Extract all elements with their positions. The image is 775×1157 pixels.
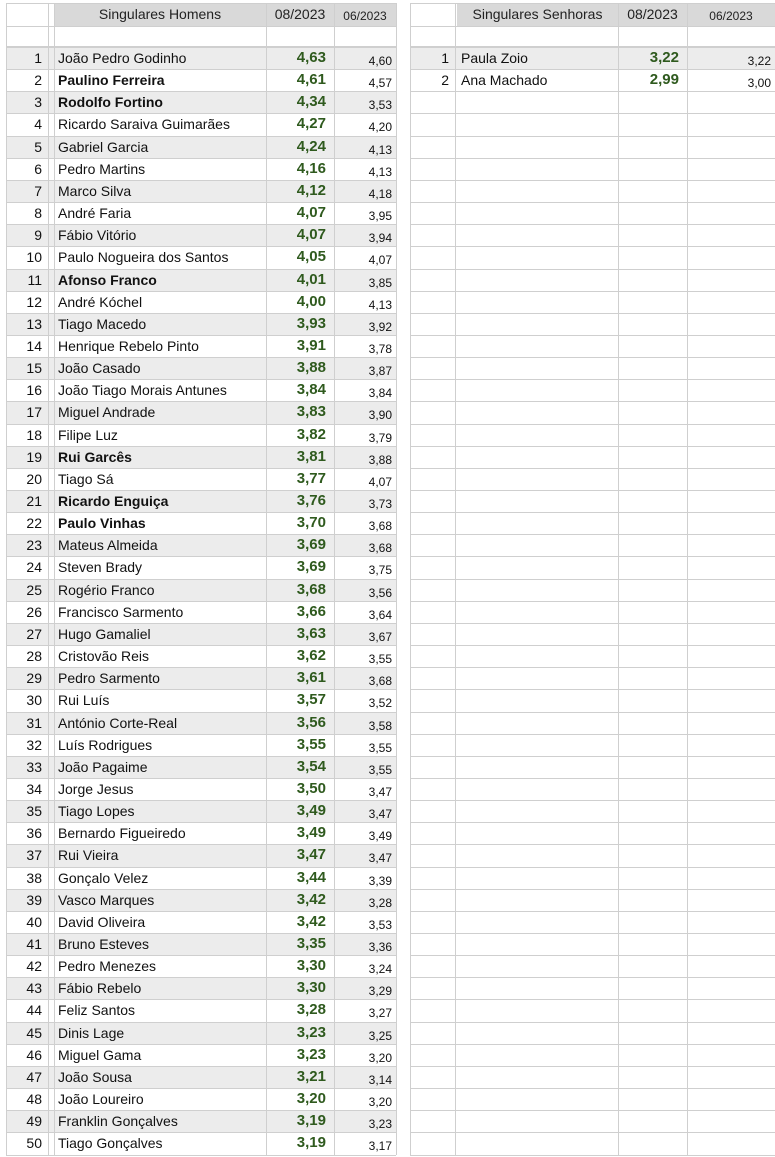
grid-hline bbox=[410, 756, 775, 757]
men-previous-rating: 3,55 bbox=[368, 740, 392, 755]
men-previous-rating: 3,53 bbox=[368, 917, 392, 932]
men-player-name: Marco Silva bbox=[58, 182, 132, 199]
men-current-rating: 3,23 bbox=[296, 1045, 326, 1063]
men-row-rank: 49 bbox=[26, 1113, 42, 1130]
grid-hline bbox=[410, 844, 775, 845]
grid-hline bbox=[410, 357, 775, 358]
men-previous-rating: 4,18 bbox=[368, 186, 392, 201]
men-row-rank: 10 bbox=[26, 249, 42, 266]
men-player-name: Gonçalo Velez bbox=[58, 869, 149, 886]
men-row-rank: 19 bbox=[26, 448, 42, 465]
men-row-rank: 29 bbox=[26, 670, 42, 687]
grid-hline bbox=[410, 689, 775, 690]
men-player-name: Bernardo Figueiredo bbox=[58, 825, 186, 842]
women-title-header: Singulares Senhoras bbox=[472, 6, 603, 22]
men-row-rank: 13 bbox=[26, 315, 42, 332]
men-player-name: Ricardo Saraiva Guimarães bbox=[58, 116, 230, 133]
men-current-rating: 3,69 bbox=[296, 536, 326, 554]
men-row-rank: 33 bbox=[26, 758, 42, 775]
men-row-rank: 14 bbox=[26, 337, 42, 354]
men-current-rating: 4,12 bbox=[296, 181, 326, 199]
men-previous-rating: 3,27 bbox=[368, 1006, 392, 1021]
men-player-name: Rogério Franco bbox=[58, 581, 155, 598]
men-previous-rating: 3,39 bbox=[368, 873, 392, 888]
grid-hline bbox=[410, 1022, 775, 1023]
men-previous-rating: 4,07 bbox=[368, 474, 392, 489]
men-previous-rating: 4,13 bbox=[368, 142, 392, 157]
men-player-name: João Tiago Morais Antunes bbox=[58, 382, 227, 399]
men-current-rating: 3,23 bbox=[296, 1023, 326, 1041]
men-previous-rating: 3,73 bbox=[368, 497, 392, 511]
men-row-rank: 20 bbox=[26, 470, 42, 487]
men-player-name: Henrique Rebelo Pinto bbox=[58, 337, 199, 354]
men-row-rank: 32 bbox=[26, 736, 42, 753]
grid-hline bbox=[410, 911, 775, 912]
men-previous-rating: 3,14 bbox=[368, 1072, 392, 1087]
grid-hline bbox=[410, 623, 775, 624]
grid-hline bbox=[410, 734, 775, 735]
men-previous-rating: 3,49 bbox=[368, 829, 392, 844]
men-player-name: Rui Vieira bbox=[58, 847, 119, 864]
men-player-name: Jorge Jesus bbox=[58, 780, 134, 797]
grid-hline bbox=[410, 291, 775, 292]
men-player-name: Ricardo Enguiça bbox=[58, 493, 169, 509]
men-current-rating: 3,47 bbox=[296, 846, 326, 864]
women-row-rank: 2 bbox=[441, 72, 449, 89]
grid-hline bbox=[410, 867, 775, 868]
grid-hline bbox=[410, 889, 775, 890]
men-player-name: João Casado bbox=[58, 360, 141, 377]
men-player-name: André Faria bbox=[58, 205, 132, 222]
men-row-rank: 23 bbox=[26, 537, 42, 554]
men-row-rank: 2 bbox=[34, 72, 42, 89]
men-current-rating: 3,88 bbox=[296, 359, 326, 377]
men-row-rank: 39 bbox=[26, 891, 42, 908]
men-current-rating: 3,19 bbox=[296, 1112, 326, 1130]
men-previous-rating: 3,68 bbox=[368, 674, 392, 689]
men-player-name: João Pedro Godinho bbox=[58, 50, 187, 66]
men-current-rating: 3,19 bbox=[296, 1134, 326, 1152]
men-previous-rating: 3,56 bbox=[368, 585, 392, 600]
men-previous-rating: 3,67 bbox=[368, 629, 392, 644]
men-row-rank: 1 bbox=[34, 50, 42, 66]
men-previous-rating: 3,47 bbox=[368, 784, 392, 799]
grid-hline bbox=[410, 556, 775, 557]
men-row-rank: 30 bbox=[26, 692, 42, 709]
men-previous-rating: 3,20 bbox=[368, 1095, 392, 1110]
men-previous-rating: 3,52 bbox=[368, 696, 392, 711]
men-previous-rating: 3,55 bbox=[368, 652, 392, 667]
men-row-rank: 24 bbox=[26, 559, 42, 576]
men-current-rating: 3,49 bbox=[296, 802, 326, 820]
men-current-rating: 3,63 bbox=[296, 624, 326, 642]
grid-hline bbox=[410, 512, 775, 513]
men-previous-rating: 3,29 bbox=[368, 984, 392, 999]
men-current-rating: 3,77 bbox=[296, 469, 326, 487]
grid-hline bbox=[410, 712, 775, 713]
men-player-name: Cristovão Reis bbox=[58, 648, 150, 665]
grid-hline bbox=[410, 800, 775, 801]
men-player-name: Paulo Nogueira dos Santos bbox=[58, 249, 229, 266]
grid-hline bbox=[410, 269, 775, 270]
men-current-rating: 3,42 bbox=[296, 912, 326, 930]
men-row-rank: 37 bbox=[26, 847, 42, 864]
men-previous-rating: 3,85 bbox=[368, 275, 392, 290]
men-row-rank: 43 bbox=[26, 980, 42, 997]
men-row-rank: 15 bbox=[26, 360, 42, 377]
men-current-rating: 3,76 bbox=[296, 492, 326, 509]
grid-hline bbox=[410, 645, 775, 646]
men-row-rank: 17 bbox=[26, 404, 42, 421]
grid-hline bbox=[410, 246, 775, 247]
grid-hline bbox=[410, 379, 775, 380]
men-current-rating: 3,61 bbox=[296, 669, 326, 687]
men-player-name: Tiago Sá bbox=[58, 470, 114, 487]
men-previous-rating: 3,78 bbox=[368, 341, 392, 356]
men-current-rating: 4,24 bbox=[296, 137, 326, 155]
men-player-name: Paulino Ferreira bbox=[58, 72, 165, 89]
men-previous-rating: 3,23 bbox=[368, 1117, 392, 1132]
men-player-name: Fábio Rebelo bbox=[58, 980, 142, 997]
grid-hline bbox=[410, 579, 775, 580]
grid-hline bbox=[410, 933, 775, 934]
men-player-name: Pedro Sarmento bbox=[58, 670, 160, 687]
women-current-date-header: 08/2023 bbox=[627, 6, 678, 22]
men-row-rank: 22 bbox=[26, 515, 42, 532]
men-row-rank: 7 bbox=[34, 182, 42, 199]
men-previous-rating: 3,28 bbox=[368, 895, 392, 910]
grid-hline bbox=[6, 1155, 396, 1156]
men-current-rating: 3,28 bbox=[296, 1001, 326, 1019]
men-row-rank: 47 bbox=[26, 1068, 42, 1085]
men-row-rank: 40 bbox=[26, 913, 42, 930]
grid-hline bbox=[6, 26, 396, 27]
men-previous-rating: 3,58 bbox=[368, 718, 392, 733]
men-current-rating: 3,42 bbox=[296, 890, 326, 908]
men-player-name: André Kóchel bbox=[58, 293, 143, 310]
men-player-name: João Pagaime bbox=[58, 758, 148, 775]
men-row-rank: 26 bbox=[26, 603, 42, 620]
men-row-rank: 3 bbox=[34, 94, 42, 111]
grid-hline bbox=[410, 424, 775, 425]
women-previous-rating: 3,00 bbox=[747, 76, 771, 91]
grid-hline bbox=[410, 1132, 775, 1133]
men-row-rank: 5 bbox=[34, 138, 42, 155]
men-row-rank: 38 bbox=[26, 869, 42, 886]
men-row-rank: 36 bbox=[26, 825, 42, 842]
men-current-rating: 3,62 bbox=[296, 647, 326, 665]
men-row-rank: 9 bbox=[34, 227, 42, 244]
men-current-rating: 3,55 bbox=[296, 735, 326, 753]
men-row-rank: 35 bbox=[26, 803, 42, 820]
men-player-name: Tiago Lopes bbox=[58, 803, 135, 820]
men-current-rating: 3,66 bbox=[296, 602, 326, 620]
men-player-name: Filipe Luz bbox=[58, 426, 118, 443]
men-current-rating: 3,20 bbox=[296, 1090, 326, 1108]
grid-hline bbox=[410, 335, 775, 336]
men-previous-rating: 3,20 bbox=[368, 1050, 392, 1065]
men-row-rank: 42 bbox=[26, 958, 42, 975]
grid-hline bbox=[410, 180, 775, 181]
men-previous-rating: 3,92 bbox=[368, 319, 392, 334]
men-row-rank: 11 bbox=[27, 271, 42, 288]
men-current-rating: 3,82 bbox=[296, 425, 326, 443]
men-current-rating: 4,07 bbox=[296, 204, 326, 222]
grid-hline bbox=[410, 1044, 775, 1045]
men-row-rank: 45 bbox=[26, 1024, 42, 1041]
grid-hline bbox=[410, 113, 775, 114]
men-row-rank: 44 bbox=[26, 1002, 42, 1019]
grid-hline bbox=[410, 158, 775, 159]
men-player-name: David Oliveira bbox=[58, 913, 146, 930]
men-title-header: Singulares Homens bbox=[98, 6, 222, 22]
men-previous-rating: 3,79 bbox=[368, 430, 392, 445]
men-current-rating: 4,00 bbox=[296, 292, 326, 310]
men-previous-rating: 3,36 bbox=[368, 940, 392, 954]
men-current-rating: 4,34 bbox=[296, 93, 326, 111]
men-row-rank: 27 bbox=[26, 625, 42, 642]
men-player-name: João Loureiro bbox=[58, 1091, 144, 1108]
women-player-name: Ana Machado bbox=[461, 72, 548, 89]
men-row-rank: 6 bbox=[34, 160, 42, 177]
grid-hline bbox=[410, 468, 775, 469]
men-current-rating: 3,30 bbox=[296, 957, 326, 975]
men-previous-rating: 3,53 bbox=[368, 98, 392, 113]
grid-hline bbox=[410, 202, 775, 203]
men-previous-rating: 3,68 bbox=[368, 541, 392, 556]
men-current-rating: 3,21 bbox=[296, 1067, 326, 1085]
grid-hline bbox=[410, 1066, 775, 1067]
men-row-rank: 8 bbox=[34, 205, 42, 222]
men-player-name: Steven Brady bbox=[58, 559, 143, 576]
men-previous-rating: 3,84 bbox=[368, 386, 392, 401]
men-current-rating: 4,05 bbox=[296, 248, 326, 266]
men-row-rank: 31 bbox=[26, 714, 42, 731]
men-previous-rating: 3,75 bbox=[368, 563, 392, 578]
men-current-rating: 3,91 bbox=[296, 336, 326, 354]
men-previous-rating: 3,17 bbox=[368, 1139, 392, 1154]
grid-hline bbox=[410, 136, 775, 137]
men-current-rating: 3,44 bbox=[296, 868, 326, 886]
men-current-rating: 4,61 bbox=[296, 71, 326, 89]
women-previous-date-header: 06/2023 bbox=[709, 9, 753, 23]
men-player-name: Franklin Gonçalves bbox=[58, 1113, 178, 1130]
grid-hline bbox=[410, 534, 775, 535]
men-player-name: Bruno Esteves bbox=[58, 936, 150, 952]
grid-hline bbox=[410, 778, 775, 779]
men-player-name: Rui Garcês bbox=[58, 448, 132, 465]
men-current-rating: 3,50 bbox=[296, 779, 326, 797]
men-player-name: Rui Luís bbox=[58, 692, 110, 709]
men-player-name: Miguel Gama bbox=[58, 1046, 142, 1063]
grid-hline bbox=[410, 1110, 775, 1111]
men-previous-rating: 3,90 bbox=[368, 408, 392, 423]
grid-hline bbox=[410, 1088, 775, 1089]
men-player-name: Francisco Sarmento bbox=[58, 603, 184, 620]
men-current-rating: 3,81 bbox=[296, 447, 326, 465]
men-row-rank: 18 bbox=[26, 426, 42, 443]
men-previous-rating: 3,24 bbox=[368, 962, 392, 977]
men-player-name: João Sousa bbox=[58, 1068, 132, 1085]
men-current-rating: 3,93 bbox=[296, 314, 326, 332]
men-row-rank: 12 bbox=[26, 293, 42, 310]
men-previous-rating: 3,64 bbox=[368, 607, 392, 622]
men-player-name: Luís Rodrigues bbox=[58, 736, 153, 753]
grid-hline bbox=[410, 1155, 775, 1156]
men-previous-date-header: 06/2023 bbox=[343, 9, 387, 23]
men-previous-rating: 3,95 bbox=[368, 209, 392, 224]
men-player-name: Vasco Marques bbox=[58, 891, 155, 908]
men-row-rank: 21 bbox=[26, 493, 42, 509]
men-player-name: Miguel Andrade bbox=[58, 404, 156, 421]
men-previous-rating: 3,47 bbox=[368, 807, 392, 822]
men-row-rank: 48 bbox=[26, 1091, 42, 1108]
grid-vline bbox=[396, 3, 397, 1155]
men-player-name: Tiago Gonçalves bbox=[58, 1135, 163, 1152]
men-player-name: Fábio Vitório bbox=[58, 227, 137, 244]
men-player-name: Paulo Vinhas bbox=[58, 515, 146, 532]
grid-hline bbox=[410, 401, 775, 402]
grid-hline bbox=[410, 446, 775, 447]
men-previous-rating: 3,88 bbox=[368, 452, 392, 467]
men-current-rating: 3,69 bbox=[296, 558, 326, 576]
women-player-name: Paula Zoio bbox=[461, 50, 528, 66]
men-previous-rating: 4,13 bbox=[368, 297, 392, 312]
men-player-name: Afonso Franco bbox=[58, 271, 157, 288]
men-current-rating: 4,07 bbox=[296, 226, 326, 244]
women-current-rating: 3,22 bbox=[649, 49, 679, 66]
men-player-name: Pedro Martins bbox=[58, 160, 146, 177]
men-row-rank: 4 bbox=[34, 116, 42, 133]
men-current-rating: 3,68 bbox=[296, 580, 326, 598]
men-previous-rating: 3,47 bbox=[368, 851, 392, 866]
men-current-rating: 3,84 bbox=[296, 381, 326, 399]
women-row-rank: 1 bbox=[441, 50, 449, 66]
men-current-rating: 3,57 bbox=[296, 691, 326, 709]
men-row-rank: 28 bbox=[26, 648, 42, 665]
grid-hline bbox=[410, 955, 775, 956]
grid-hline bbox=[410, 26, 775, 27]
men-current-rating: 3,56 bbox=[296, 713, 326, 731]
men-current-rating: 3,54 bbox=[296, 757, 326, 775]
men-player-name: Hugo Gamaliel bbox=[58, 625, 151, 642]
men-previous-rating: 4,57 bbox=[368, 76, 392, 91]
men-previous-rating: 4,20 bbox=[368, 120, 392, 135]
men-previous-rating: 4,07 bbox=[368, 253, 392, 268]
women-previous-rating: 3,22 bbox=[747, 54, 771, 68]
grid-hline bbox=[410, 999, 775, 1000]
men-previous-rating: 4,13 bbox=[368, 164, 392, 179]
men-previous-rating: 3,94 bbox=[368, 231, 392, 246]
grid-hline bbox=[410, 667, 775, 668]
grid-hline bbox=[6, 3, 396, 4]
men-current-date-header: 08/2023 bbox=[274, 6, 326, 22]
men-current-rating: 4,27 bbox=[296, 115, 326, 133]
men-player-name: Feliz Santos bbox=[58, 1002, 136, 1019]
men-current-rating: 3,30 bbox=[296, 979, 326, 997]
men-player-name: António Corte-Real bbox=[58, 714, 178, 731]
men-previous-rating: 3,68 bbox=[368, 519, 392, 534]
men-row-rank: 34 bbox=[26, 780, 42, 797]
men-previous-rating: 3,55 bbox=[368, 762, 392, 777]
grid-hline bbox=[410, 490, 775, 491]
men-row-rank: 16 bbox=[26, 382, 42, 399]
men-player-name: Pedro Menezes bbox=[58, 958, 157, 975]
grid-hline bbox=[410, 3, 775, 4]
men-current-rating: 4,01 bbox=[296, 270, 326, 288]
men-row-rank: 25 bbox=[26, 581, 42, 598]
women-current-rating: 2,99 bbox=[649, 71, 679, 89]
men-row-rank: 41 bbox=[26, 936, 42, 952]
men-player-name: Rodolfo Fortino bbox=[58, 94, 163, 111]
men-row-rank: 50 bbox=[26, 1135, 42, 1152]
men-current-rating: 3,83 bbox=[296, 403, 326, 421]
men-current-rating: 3,35 bbox=[296, 935, 326, 952]
grid-hline bbox=[410, 822, 775, 823]
grid-hline bbox=[410, 601, 775, 602]
men-current-rating: 4,63 bbox=[296, 49, 326, 66]
grid-hline bbox=[410, 977, 775, 978]
men-player-name: Mateus Almeida bbox=[58, 537, 158, 554]
grid-hline bbox=[410, 224, 775, 225]
men-row-rank: 46 bbox=[26, 1046, 42, 1063]
men-player-name: Gabriel Garcia bbox=[58, 138, 149, 155]
men-previous-rating: 4,60 bbox=[368, 54, 392, 68]
men-previous-rating: 3,87 bbox=[368, 364, 392, 379]
men-current-rating: 3,70 bbox=[296, 514, 326, 532]
men-previous-rating: 3,25 bbox=[368, 1028, 392, 1043]
men-player-name: Dinis Lage bbox=[58, 1024, 125, 1041]
men-current-rating: 4,16 bbox=[296, 159, 326, 177]
grid-hline bbox=[410, 313, 775, 314]
men-player-name: Tiago Macedo bbox=[58, 315, 147, 332]
men-current-rating: 3,49 bbox=[296, 824, 326, 842]
